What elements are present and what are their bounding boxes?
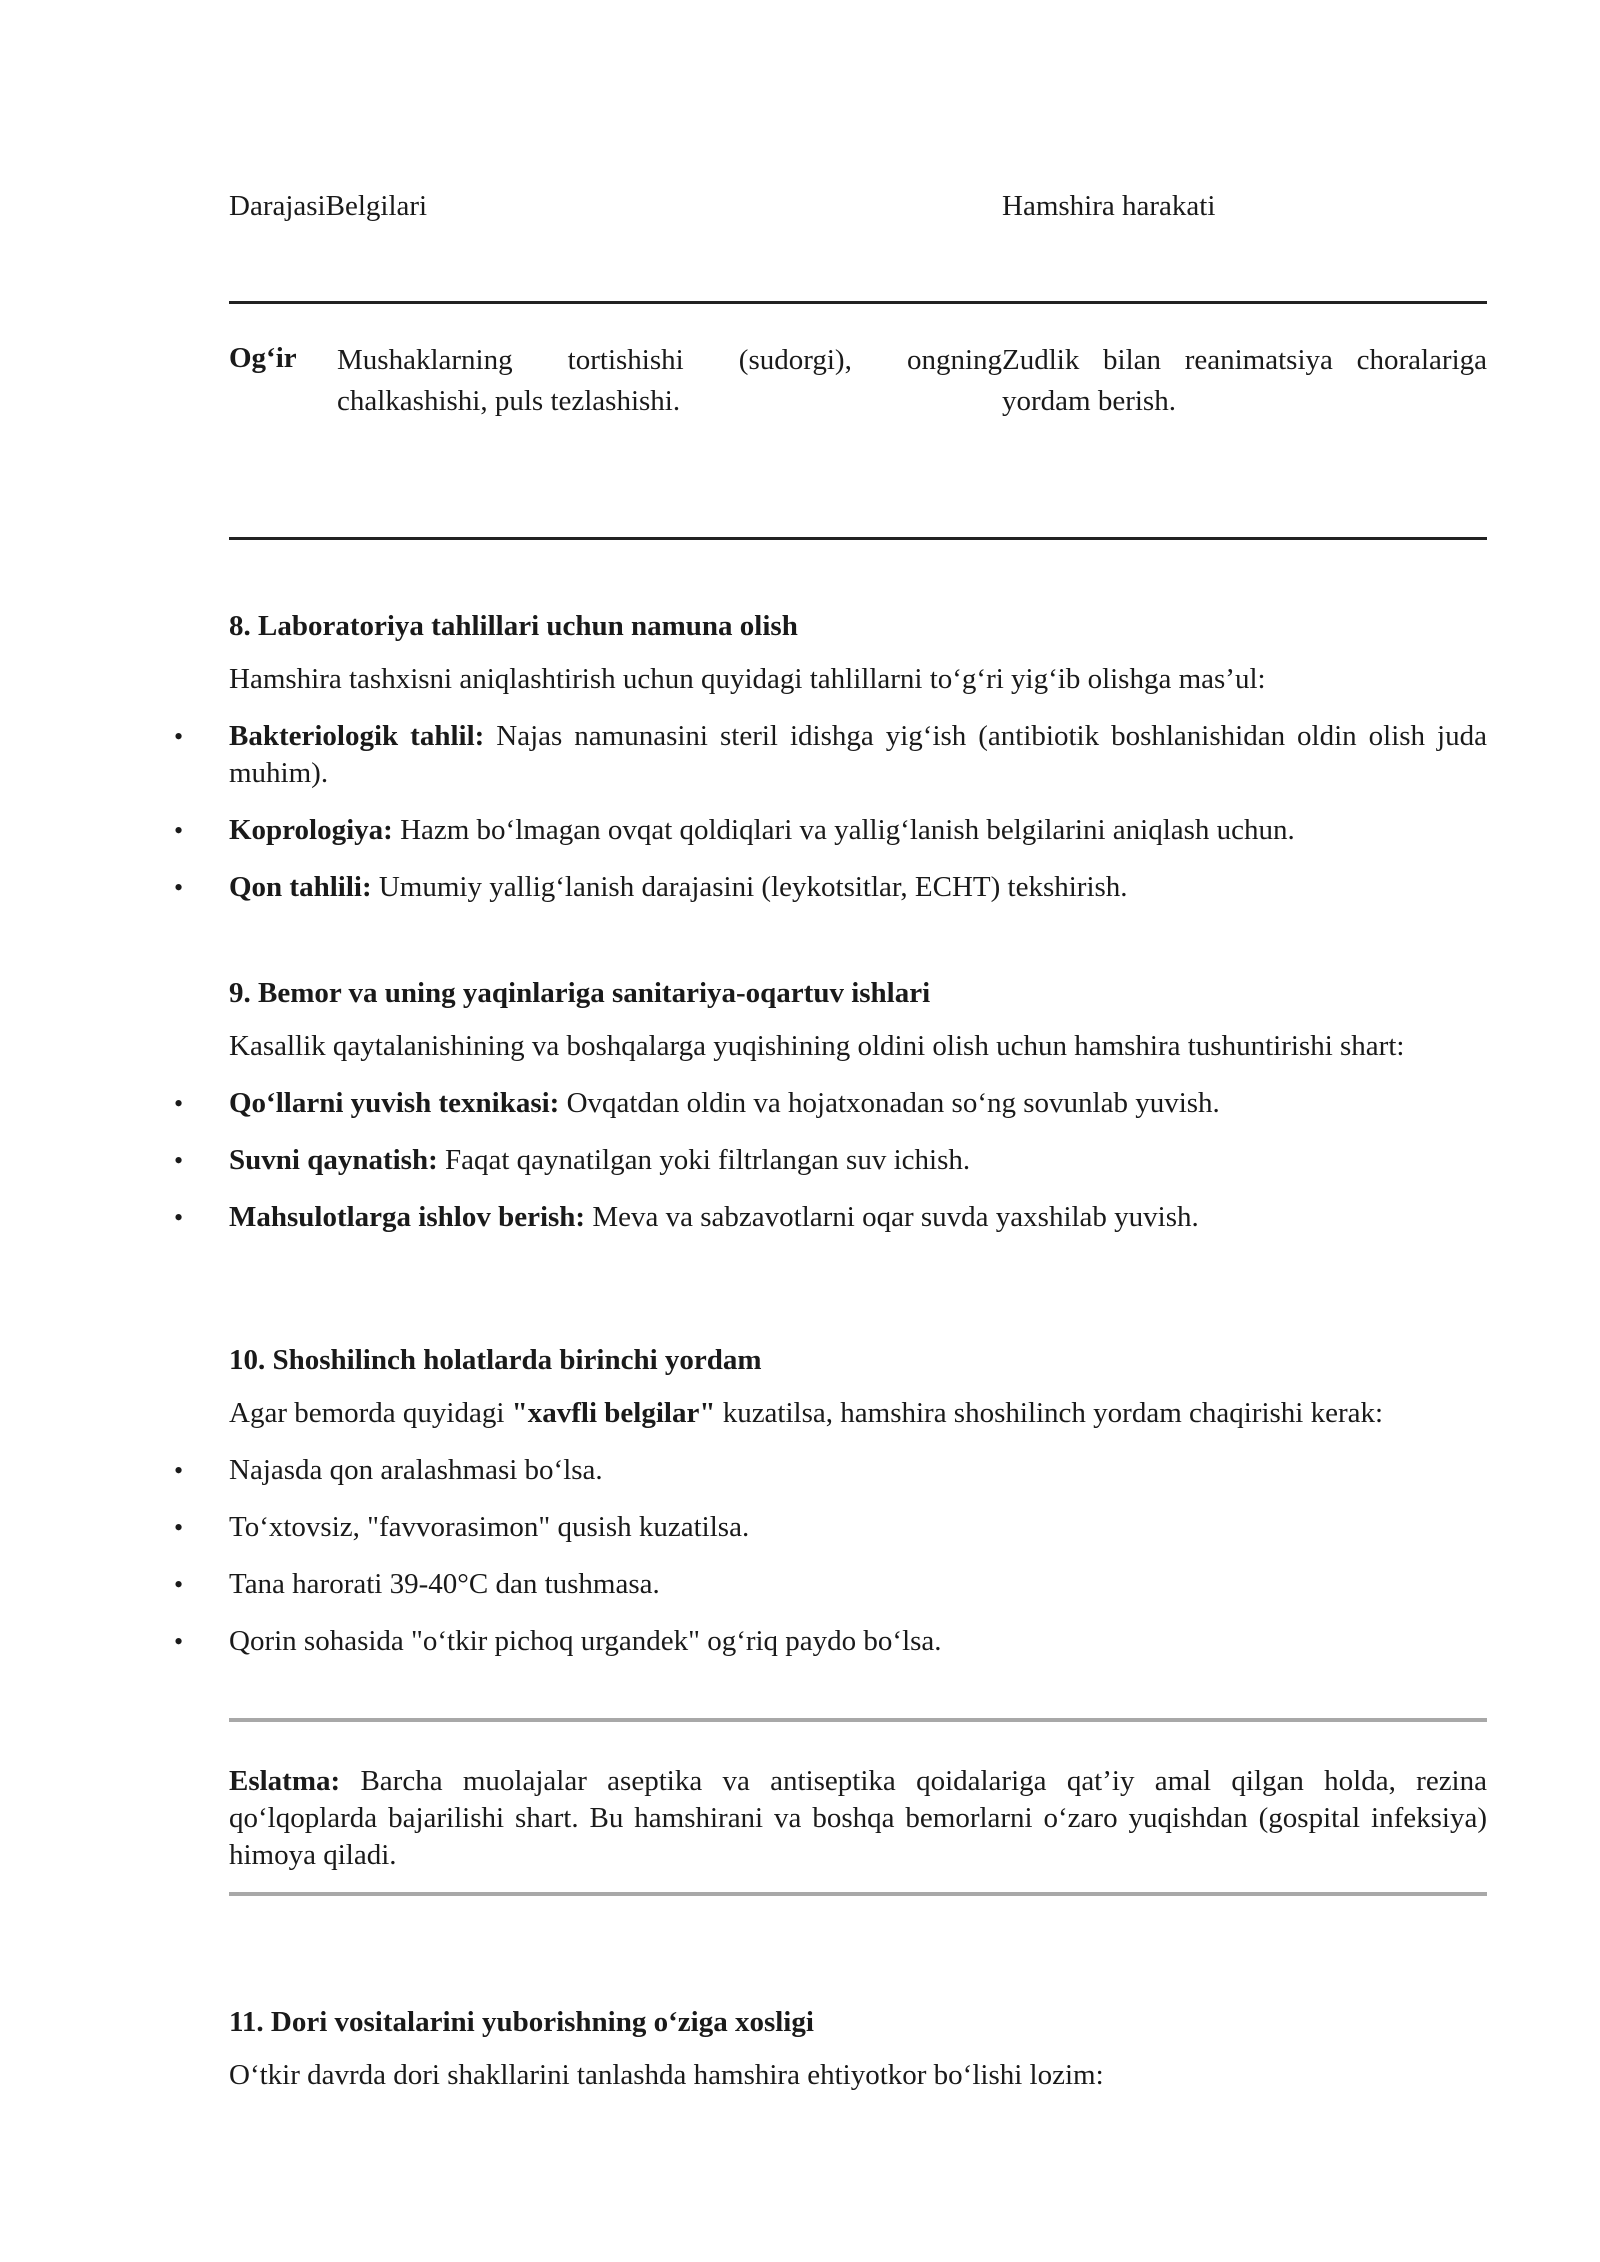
- note-block: [229, 1763, 1487, 1874]
- section-8-list: [174, 718, 1487, 906]
- section-10: [174, 1342, 1487, 1660]
- section-10-title: 10. Shoshilinch holatlarda birinchi yordam: [229, 1344, 762, 1376]
- bullet-icon: •: [174, 1570, 184, 1599]
- table-cell-action: Zudlik bilan reanimatsiya choralariga yordam berish.: [1002, 344, 1487, 417]
- bullet-icon: •: [174, 1203, 184, 1232]
- section-10-intro: Agar bemorda quyidagi "xavfli belgilar" kuzatilsa, hamshira shoshilinch yordam chaqirishi kerak:: [229, 1397, 1384, 1429]
- bullet-icon: •: [174, 1456, 184, 1485]
- bullet-icon: •: [174, 1627, 184, 1656]
- list-item: • To‘xtovsiz, "favvorasimon" qusish kuzatilsa.: [229, 1509, 1487, 1546]
- section-8-intro: Hamshira tashxisni aniqlashtirish uchun quyidagi tahlillarni to‘g‘ri yig‘ib olishga mas’ul:: [229, 663, 1266, 695]
- bullet-icon: •: [174, 1089, 184, 1118]
- list-item: • Qorin sohasida "o‘tkir pichoq urgandek" og‘riq paydo bo‘lsa.: [229, 1623, 1487, 1660]
- bullet-icon: •: [174, 722, 184, 751]
- section-9-title: 9. Bemor va uning yaqinlariga sanitariya-oqartuv ishlari: [229, 977, 931, 1009]
- section-9: [174, 975, 1487, 1236]
- list-item: • Suvni qaynatish: Faqat qaynatilgan yoki filtrlangan suv ichish.: [229, 1142, 1487, 1179]
- table-rule-bottom: [229, 537, 1487, 540]
- list-item: • Najasda qon aralashmasi bo‘lsa.: [229, 1452, 1487, 1489]
- table-header-action: Hamshira harakati: [1002, 190, 1216, 222]
- bullet-icon: •: [174, 1513, 184, 1542]
- section-8: [174, 608, 1487, 906]
- list-item: • Mahsulotlarga ishlov berish: Meva va sabzavotlarni oqar suvda yaxshilab yuvish.: [229, 1199, 1487, 1236]
- note-text: Eslatma: Barcha muolajalar aseptika va antiseptika qoidalariga qat’iy amal qilgan holda, rezina qo‘lqoplarda bajarilishi shart. Bu hamshirani va boshqa bemorlarni o‘zaro yuqishdan (gospital infeksiya) himoya qiladi.: [229, 1765, 1487, 1871]
- list-item: • Qo‘llarni yuvish texnikasi: Ovqatdan oldin va hojatxonadan so‘ng sovunlab yuvish.: [229, 1085, 1487, 1122]
- section-10-list: [174, 1452, 1487, 1660]
- section-8-title: 8. Laboratoriya tahlillari uchun namuna olish: [229, 610, 798, 642]
- section-9-list: [174, 1085, 1487, 1236]
- section-11-intro: O‘tkir davrda dori shakllarini tanlashda hamshira ehtiyotkor bo‘lishi lozim:: [229, 2059, 1104, 2091]
- list-item: • Bakteriologik tahlil: Najas namunasini steril idishga yig‘ish (antibiotik boshlanishidan oldin olish juda muhim).: [174, 720, 1487, 789]
- list-item: • Qon tahlili: Umumiy yallig‘lanish darajasini (leykotsitlar, ECHT) tekshirish.: [229, 869, 1487, 906]
- table-cell-signs: Mushaklarning tortishishi (sudorgi), ongning chalkashishi, puls tezlashishi.: [337, 344, 1002, 417]
- table-rule-top: [229, 301, 1487, 304]
- note-rule-bottom: [229, 1892, 1487, 1896]
- table-cell-degree: Og‘ir: [229, 342, 297, 374]
- section-11: [229, 2004, 1487, 2094]
- table-header-signs: Belgilari: [325, 190, 428, 222]
- bullet-icon: •: [174, 873, 184, 902]
- list-item: • Tana harorati 39-40°C dan tushmasa.: [229, 1566, 1487, 1603]
- section-9-intro: Kasallik qaytalanishining va boshqalarga yuqishining oldini olish uchun hamshira tushuntirishi shart:: [229, 1030, 1405, 1062]
- bullet-icon: •: [174, 816, 184, 845]
- bullet-icon: •: [174, 1146, 184, 1175]
- section-11-title: 11. Dori vositalarini yuborishning o‘ziga xosligi: [229, 2006, 814, 2038]
- note-rule-top: [229, 1718, 1487, 1722]
- table-header-degree: DarajasiBelgilari: [229, 190, 428, 222]
- list-item: • Koprologiya: Hazm bo‘lmagan ovqat qoldiqlari va yallig‘lanish belgilarini aniqlash uchun.: [229, 812, 1487, 849]
